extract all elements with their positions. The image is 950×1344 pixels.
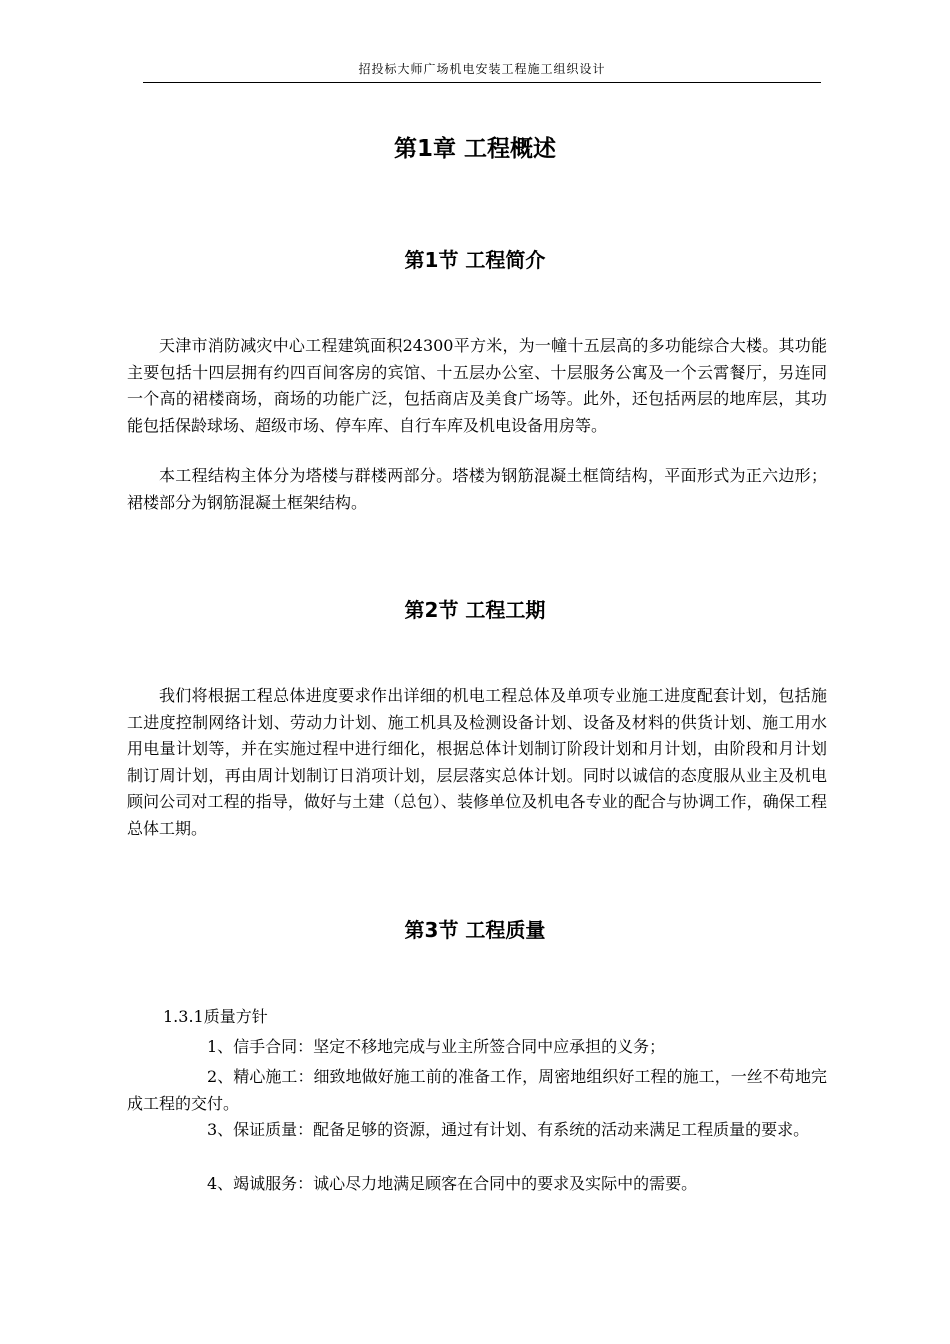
intro-paragraph-2: 本工程结构主体分为塔楼与群楼两部分。塔楼为钢筋混凝土框筒结构，平面形式为正六边形；裙楼部分为钢筋混凝土框架结构。: [127, 466, 827, 512]
section-title-intro: 第1节 工程简介: [404, 248, 546, 272]
quality-policy-heading: 1.3.1质量方针: [163, 1007, 268, 1026]
quality-item-2: 2、精心施工：细致地做好施工前的准备工作，周密地组织好工程的施工，一丝不苟地完成工程的交付。: [127, 1067, 827, 1113]
quality-item-3: 3、保证质量：配备足够的资源，通过有计划、有系统的活动来满足工程质量的要求。: [207, 1120, 810, 1139]
schedule-paragraph: 我们将根据工程总体进度要求作出详细的机电工程总体及单项专业施工进度配套计划，包括施工进度控制网络计划、劳动力计划、施工机具及检测设备计划、设备及材料的供货计划、施工用水用电量计划等，并在实施过程中进行细化，根据总体计划制订阶段计划和月计划，由阶段和月计划制订周计划，再由周计划制订日消项计划，层层落实总体计划。同时以诚信的态度服从业主及机电顾问公司对工程的指导，做好与土建（总包）、装修单位及机电各专业的配合与协调工作，确保工程总体工期。: [127, 686, 827, 838]
section-title-quality: 第3节 工程质量: [404, 918, 546, 942]
intro-paragraph-1: 天津市消防减灾中心工程建筑面积24300平方米，为一幢十五层高的多功能综合大楼。其功能主要包括十四层拥有约四百间客房的宾馆、十五层办公室、十层服务公寓及一个云霄餐厅，另连同一个高的裙楼商场，商场的功能广泛，包括商店及美食广场等。此外，还包括两层的地库层，其功能包括保龄球场、超级市场、停车库、自行车库及机电设备用房等。: [127, 336, 827, 435]
quality-item-1: 1、信手合同：坚定不移地完成与业主所签合同中应承担的义务；: [207, 1037, 666, 1056]
quality-item-4: 4、竭诚服务：诚心尽力地满足顾客在合同中的要求及实际中的需要。: [207, 1174, 698, 1193]
page-header: 招投标大师广场机电安装工程施工组织设计: [358, 62, 606, 76]
section-title-schedule: 第2节 工程工期: [404, 598, 546, 622]
chapter-title: 第1章 工程概述: [393, 136, 556, 162]
header-divider: [143, 82, 821, 83]
